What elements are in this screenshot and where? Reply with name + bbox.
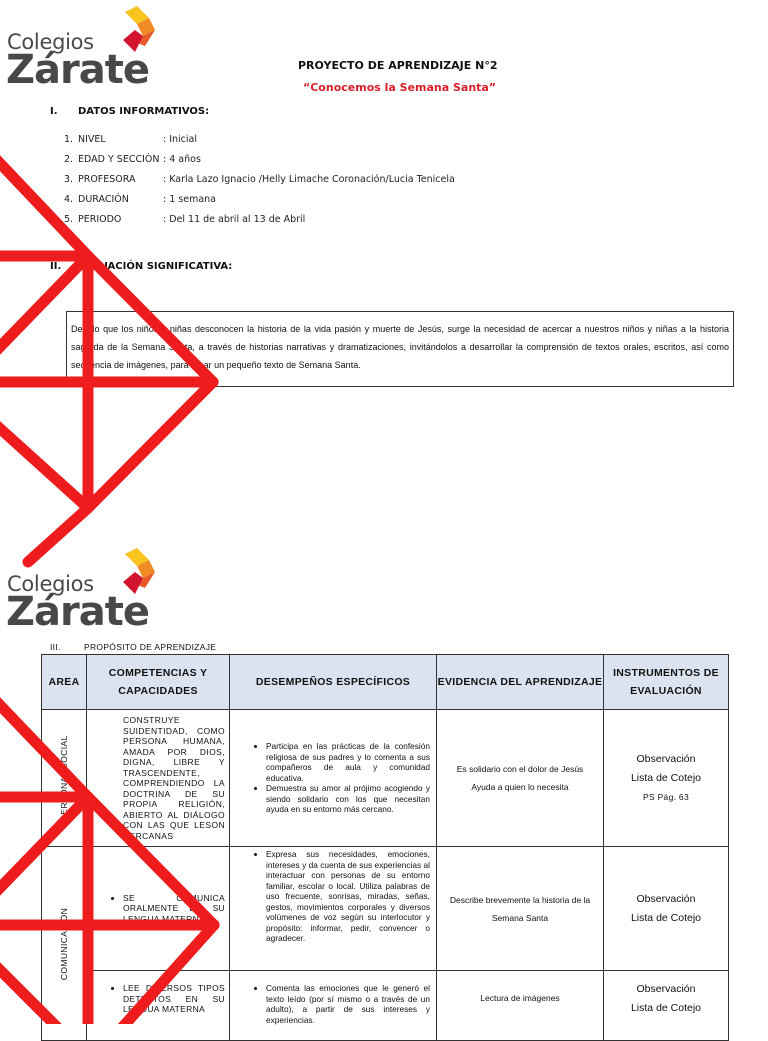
info-row-duracion: [64, 194, 216, 205]
section-2-number: II.: [50, 261, 62, 272]
area-label: PERSONAL SOCIAL: [59, 735, 69, 821]
instrumento-line: Lista de Cotejo: [630, 1002, 702, 1014]
instrumento-line: Observación: [636, 892, 696, 905]
evidencia-line: Es solidario con el dolor de Jesús: [456, 764, 584, 774]
desempenos-cell: [230, 847, 437, 971]
school-logo: [6, 548, 157, 635]
info-value: : Del 11 de abril al 13 de Abril: [163, 214, 306, 225]
section-3-number: III.: [50, 642, 61, 652]
desempeno-item: • Demuestra su amor al prójimo acogiendo y siendo solidario con los que necesitan ayuda en su entorno más cercano.: [266, 783, 430, 815]
header-instrumentos: INSTRUMENTOS DE EVALUACIÓN: [604, 655, 729, 710]
info-label: PERIODO: [78, 214, 122, 225]
desempeno-item: • Expresa sus necesidades, emociones, intereses y da cuenta de sus experiencias al interactuar con personas de su entorno familiar, escolar o local. Utiliza palabras de uso frecuente, sonrisas, miradas, señas, gestos, movimientos corporales y diversos volúmenes de voz según su interlocutor y propósito: informar, pedir, convencer o agradecer.: [266, 849, 430, 944]
section-1-number: I.: [50, 106, 58, 117]
header-desempenos: DESEMPEÑOS ESPECÍFICOS: [230, 655, 437, 710]
evidencia-line: Lectura de imágenes: [480, 993, 560, 1003]
section-2-heading: [50, 261, 232, 272]
section-3-title: PROPÓSITO DE APRENDIZAJE: [84, 642, 217, 652]
significant-situation-box: Debido que los niños y niñas desconocen la historia de la vida pasión y muerte de Jesús, surge la necesidad de acercar a nuestros niños y niñas a la historia sagrada de la Semana Santa, a través de historias narrativas y dramatizaciones, invitándolos a desarrollar la comprensión de textos orales, escritos, así como secuencia de imágenes, para crear un pequeño texto de Semana Santa.: [66, 311, 734, 387]
learning-purpose-table: [41, 654, 729, 1041]
info-number: 5.: [64, 214, 74, 225]
info-number: 2.: [64, 154, 74, 165]
area-label: COMUNICACIÓN: [59, 907, 69, 980]
instrumentos-cell: [604, 971, 729, 1041]
info-value: : 1 semana: [163, 194, 216, 205]
area-cell: [42, 847, 87, 1041]
header-evidencia: EVIDENCIA DEL APRENDIZAJE: [437, 655, 604, 710]
table-header-row: [42, 655, 729, 710]
section-1-heading: [50, 106, 209, 117]
info-value: : Inicial: [163, 134, 198, 145]
competencia-cell: [87, 847, 230, 971]
logo-text-colegios: Colegios: [7, 30, 94, 54]
project-title: PROYECTO DE APRENDIZAJE N°2: [298, 59, 498, 72]
instrumento-note: PS Pág. 63: [642, 792, 689, 802]
section-1-title: DATOS INFORMATIVOS:: [78, 106, 210, 117]
evidencia-line: Semana Santa: [491, 912, 549, 923]
desempenos-cell: [230, 971, 437, 1041]
info-label: EDAD Y SECCIÒN: [78, 154, 160, 165]
instrumento-line: Lista de Cotejo: [630, 911, 702, 924]
info-row-edad: [64, 154, 201, 165]
info-label: DURACIÓN: [78, 194, 129, 205]
info-label: PROFESORA: [78, 174, 136, 185]
info-row-profesora: [64, 174, 455, 185]
section-3-heading: [50, 642, 216, 652]
instrumento-line: Observación: [636, 753, 696, 765]
desempenos-cell: [230, 710, 437, 847]
table-row: [42, 710, 729, 847]
competencia-cell: [87, 971, 230, 1041]
desempeno-item: • Participa en las prácticas de la confesión religiosa de sus padres y lo comenta a sus compañeros de aula y comunidad educativa.: [266, 741, 430, 783]
evidencia-line: Ayuda a quien lo necesita: [471, 782, 569, 792]
info-number: 4.: [64, 194, 74, 205]
instrumento-line: Observación: [636, 983, 696, 995]
header-competencias: COMPETENCIAS Y CAPACIDADES: [87, 655, 230, 710]
info-value: : 4 años: [163, 154, 201, 165]
school-logo: [6, 6, 157, 93]
section-2-title: SITUACIÓN SIGNIFICATIVA:: [82, 261, 233, 272]
info-value: : Karla Lazo Ignacio /Helly Limache Coronación/Lucia Tenicela: [163, 174, 455, 185]
logo-text-zarate: Zárate: [6, 589, 149, 635]
logo-text-colegios: Colegios: [7, 572, 94, 596]
competencia-item: • SE COMUNICA ORALMENTE EN SU LENGUA MATERNA: [123, 893, 225, 925]
evidencia-line: Describe brevemente la historia de la: [449, 894, 591, 905]
project-subtitle: “Conocemos la Semana Santa”: [303, 81, 497, 94]
document-page-2: [0, 540, 768, 1024]
area-cell: [42, 710, 87, 847]
info-number: 1.: [64, 134, 74, 145]
info-row-nivel: [64, 134, 197, 145]
evidencia-cell: [437, 710, 604, 847]
info-number: 3.: [64, 174, 74, 185]
instrumentos-cell: [604, 710, 729, 847]
evidencia-cell: [437, 971, 604, 1041]
competencia-cell: CONSTRUYE SUIDENTIDAD, COMO PERSONA HUMANA, AMADA POR DIOS, DIGNA, LIBRE Y TRASCENDENTE, COMPRENDIENDO LA DOCTRINA DE SU PROPIA RELIGIÓN, ABIERTO AL DIÁLOGO CON LAS QUE LESON CERCANAS: [87, 710, 230, 847]
table-row: [42, 847, 729, 971]
instrumentos-cell: [604, 847, 729, 971]
info-label: NIVEL: [78, 134, 106, 145]
logo-text-zarate: Zárate: [6, 47, 149, 93]
desempeno-item: • Comenta las emociones que le generó el texto leído (por sí mismo o a través de un adulto), a partir de sus intereses y experiencias.: [266, 983, 430, 1025]
competencia-item: • LEE DIVERSOS TIPOS DETEXTOS EN SU LENGUA MATERNA: [123, 983, 225, 1015]
table-row: [42, 971, 729, 1041]
info-row-periodo: [64, 214, 305, 225]
header-area: AREA: [42, 655, 87, 710]
instrumento-line: Lista de Cotejo: [630, 772, 702, 784]
evidencia-cell: [437, 847, 604, 971]
